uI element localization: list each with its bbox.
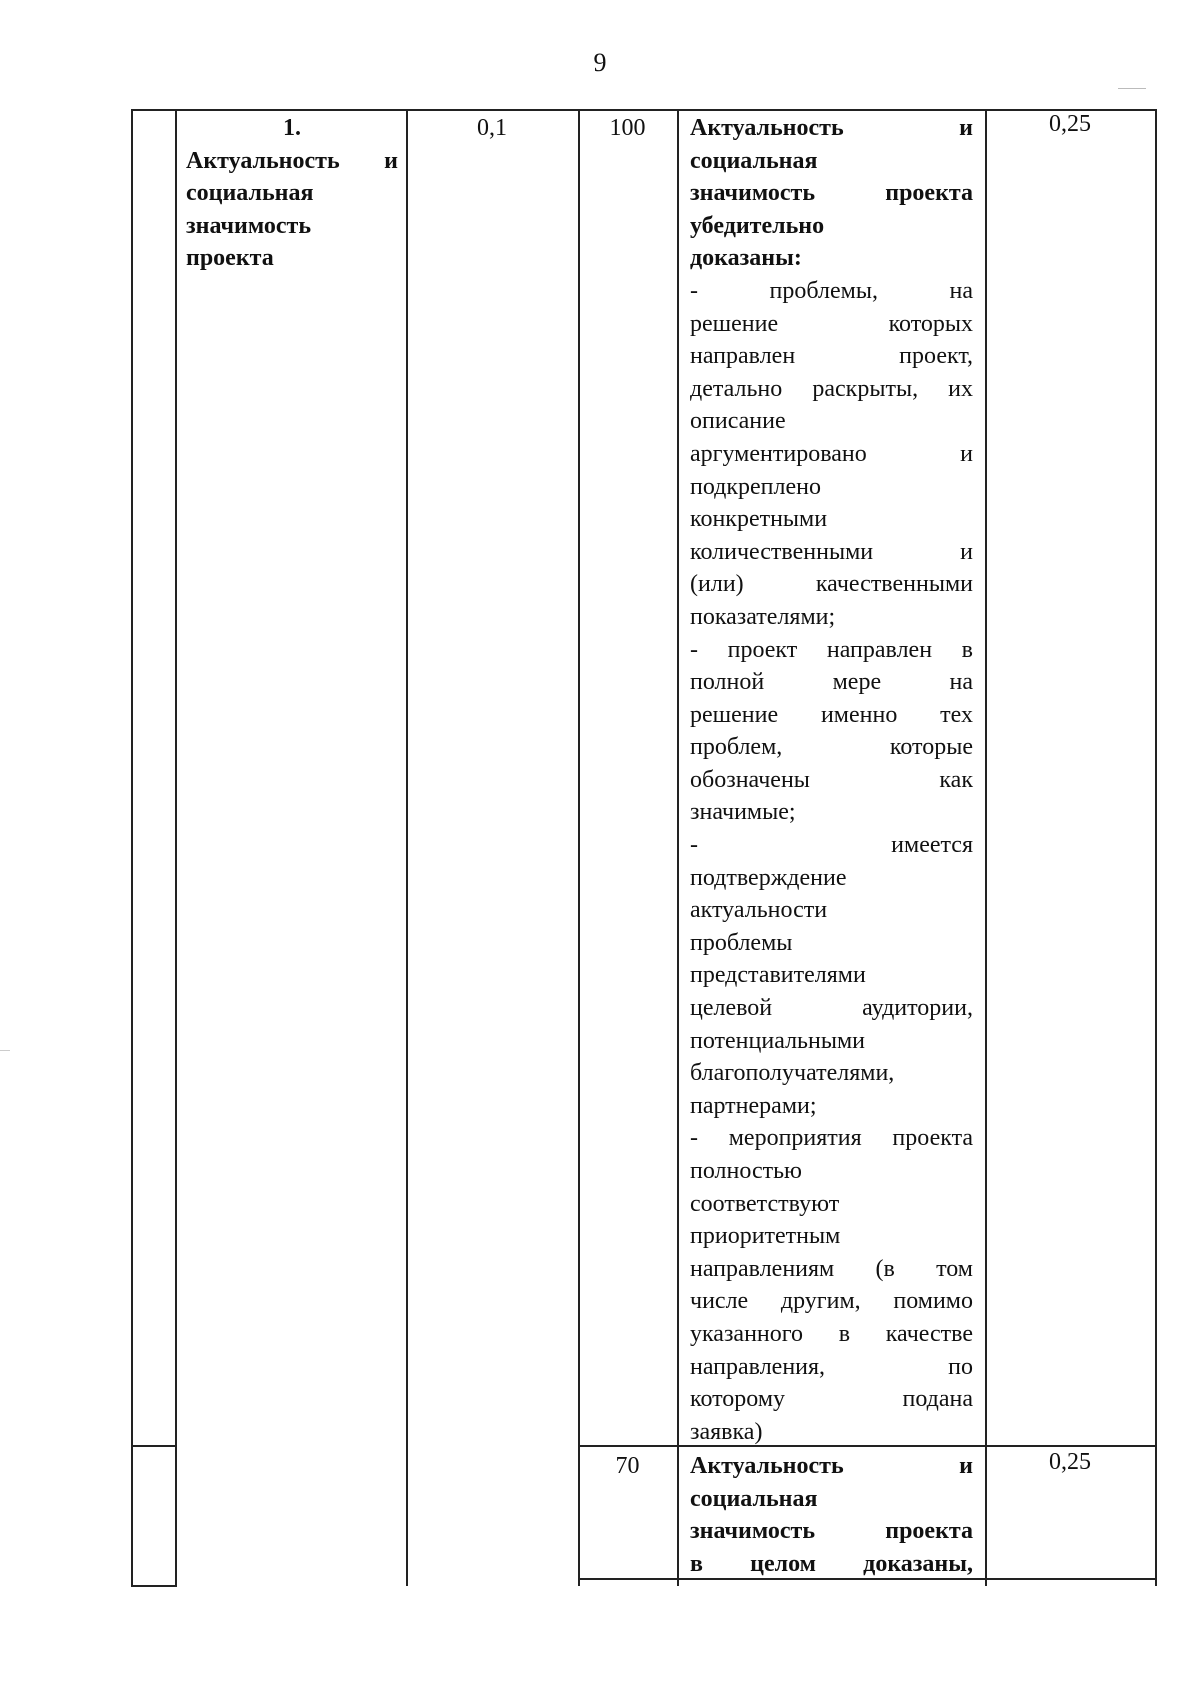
description-line: проблемы <box>690 929 793 956</box>
description-line: аргументировано и <box>690 440 973 467</box>
coefficient-value: 0,25 <box>1049 111 1091 137</box>
description-heading-line: значимость проекта <box>690 180 973 207</box>
description-line: полной мере на <box>690 669 973 696</box>
description-line: полностью <box>690 1158 802 1184</box>
criterion-title-line: значимость <box>186 212 312 239</box>
coefficient-value: 0,25 <box>1049 1449 1091 1475</box>
description-heading-line: социальная <box>690 147 818 174</box>
description-heading-line: Актуальность и <box>690 1453 973 1479</box>
description-line: решение именно тех <box>690 701 973 728</box>
score-value: 100 <box>609 115 646 141</box>
score-description <box>690 1450 973 1580</box>
criterion-title-line: Актуальность и <box>186 147 398 174</box>
score-description <box>690 112 973 1448</box>
description-line: благополучателями, <box>690 1060 895 1087</box>
description-line: потенциальными <box>690 1027 865 1054</box>
description-line: заявка) <box>690 1418 763 1445</box>
description-line: описание <box>690 408 786 435</box>
description-line: - имеется <box>690 832 973 859</box>
description-line: обозначены как <box>690 766 973 793</box>
description-line: - проект направлен в <box>690 636 973 663</box>
description-line: направлениям (в том <box>690 1255 973 1282</box>
criterion-title-line: проекта <box>186 245 274 272</box>
criterion-weight: 0,1 <box>477 115 507 141</box>
description-line: количественными и <box>690 538 973 565</box>
description-line: числе другим, помимо <box>690 1288 973 1315</box>
scan-artifact-mark <box>1118 88 1146 89</box>
description-line: решение которых <box>690 310 973 337</box>
description-line: подтверждение <box>690 864 847 891</box>
description-line: указанного в качестве <box>690 1320 973 1347</box>
score-value: 70 <box>615 1453 640 1479</box>
description-heading-line: социальная <box>690 1485 818 1512</box>
description-line: актуальности <box>690 897 828 924</box>
description-line: партнерами; <box>690 1092 817 1119</box>
criterion-title <box>186 112 398 275</box>
scan-artifact-mark <box>0 1050 10 1051</box>
description-line: детально раскрыты, их <box>690 375 973 402</box>
description-line: которому подана <box>690 1386 973 1413</box>
description-heading-line: доказаны: <box>690 245 802 272</box>
criterion-number: 1. <box>283 115 301 141</box>
description-line: - проблемы, на <box>690 277 973 304</box>
description-heading-line: в целом доказаны, <box>690 1550 973 1577</box>
description-line: - мероприятия проекта <box>690 1125 973 1152</box>
description-line: направления, по <box>690 1353 973 1380</box>
description-line: представителями <box>690 962 866 989</box>
description-line: направлен проект, <box>690 343 973 370</box>
description-heading-line: Актуальность и <box>690 115 973 141</box>
description-line: целевой аудитории, <box>690 995 973 1022</box>
description-line: показателями; <box>690 603 836 630</box>
description-line: конкретными <box>690 506 828 533</box>
description-line: приоритетным <box>690 1223 841 1250</box>
criterion-title-line: социальная <box>186 180 314 207</box>
description-heading-line: убедительно <box>690 212 825 239</box>
description-line: соответствуют <box>690 1190 840 1217</box>
page-number: 9 <box>593 48 607 77</box>
description-line: проблем, которые <box>690 734 973 761</box>
description-line: значимые; <box>690 799 796 826</box>
description-heading-line: значимость проекта <box>690 1518 973 1545</box>
description-line: (или) качественными <box>690 571 973 598</box>
description-line: подкреплено <box>690 473 821 500</box>
